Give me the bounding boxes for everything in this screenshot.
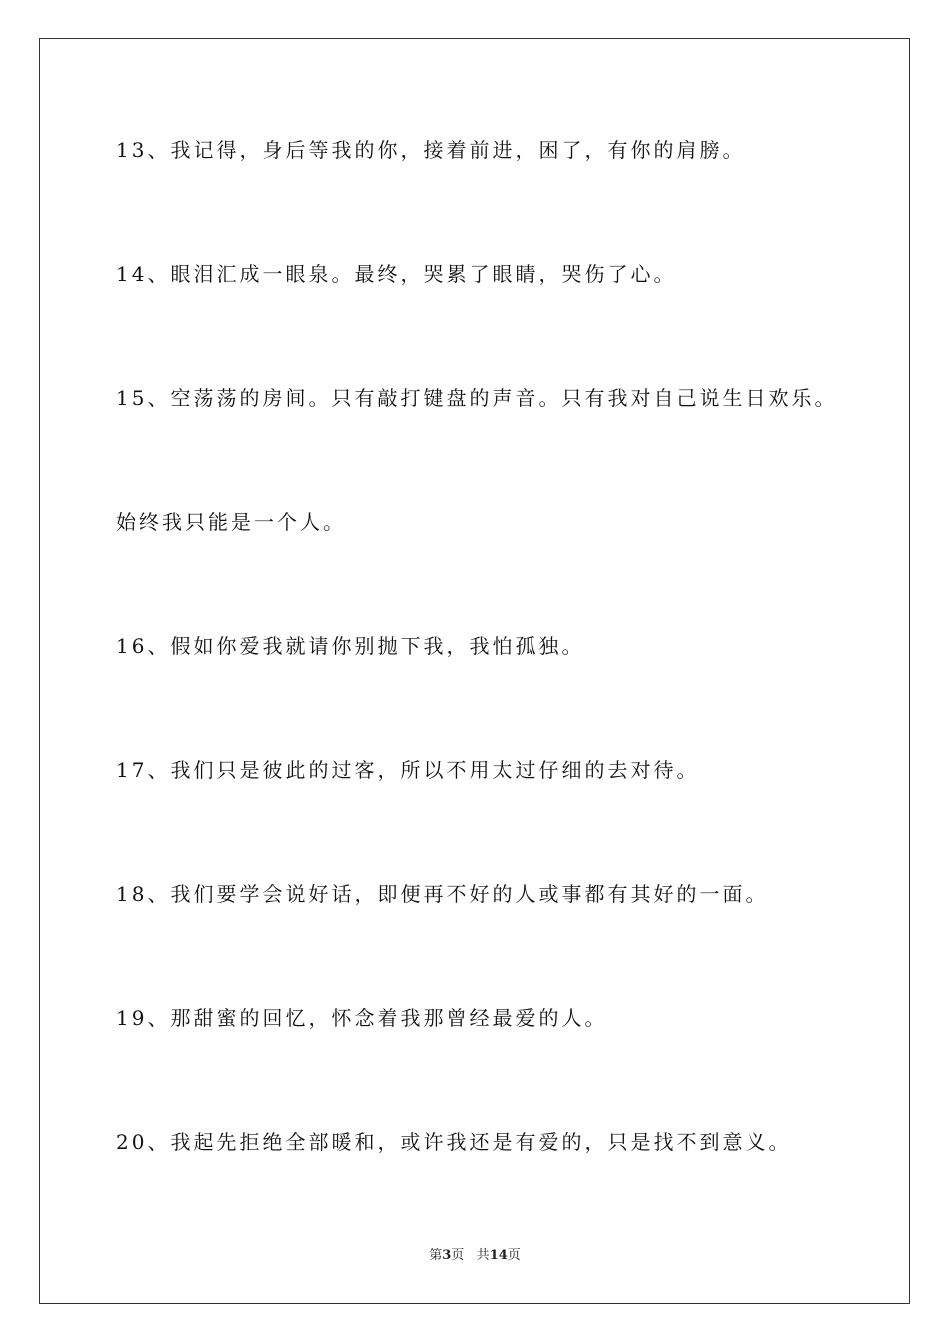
page-footer (0, 1247, 950, 1265)
text-line-19: 19、那甜蜜的回忆，怀念着我那曾经最爱的人。 (116, 1006, 608, 1030)
page-number: 3 (442, 1248, 452, 1263)
total-suffix: 页 (507, 1248, 521, 1263)
text-line-17: 17、我们只是彼此的过客，所以不用太过仔细的去对待。 (116, 758, 700, 782)
text-line-20: 20、我起先拒绝全部暖和，或许我还是有爱的，只是找不到意义。 (116, 1130, 792, 1154)
total-prefix: 共 (476, 1248, 490, 1263)
text-line-18: 18、我们要学会说好话，即便再不好的人或事都有其好的一面。 (116, 882, 769, 906)
total-pages: 14 (489, 1248, 508, 1263)
text-line-16: 16、假如你爱我就请你别抛下我，我怕孤独。 (116, 634, 585, 658)
page-suffix: 页 (451, 1248, 465, 1263)
page-border (39, 38, 910, 1304)
text-line-15: 15、空荡荡的房间。只有敲打键盘的声音。只有我对自己说生日欢乐。 (116, 386, 838, 410)
text-line-13: 13、我记得，身后等我的你，接着前进，困了，有你的肩膀。 (116, 138, 746, 162)
text-line-14: 14、眼泪汇成一眼泉。最终，哭累了眼睛，哭伤了心。 (116, 262, 677, 286)
page-prefix: 第 (429, 1248, 443, 1263)
text-line-15-continued: 始终我只能是一个人。 (116, 510, 346, 534)
